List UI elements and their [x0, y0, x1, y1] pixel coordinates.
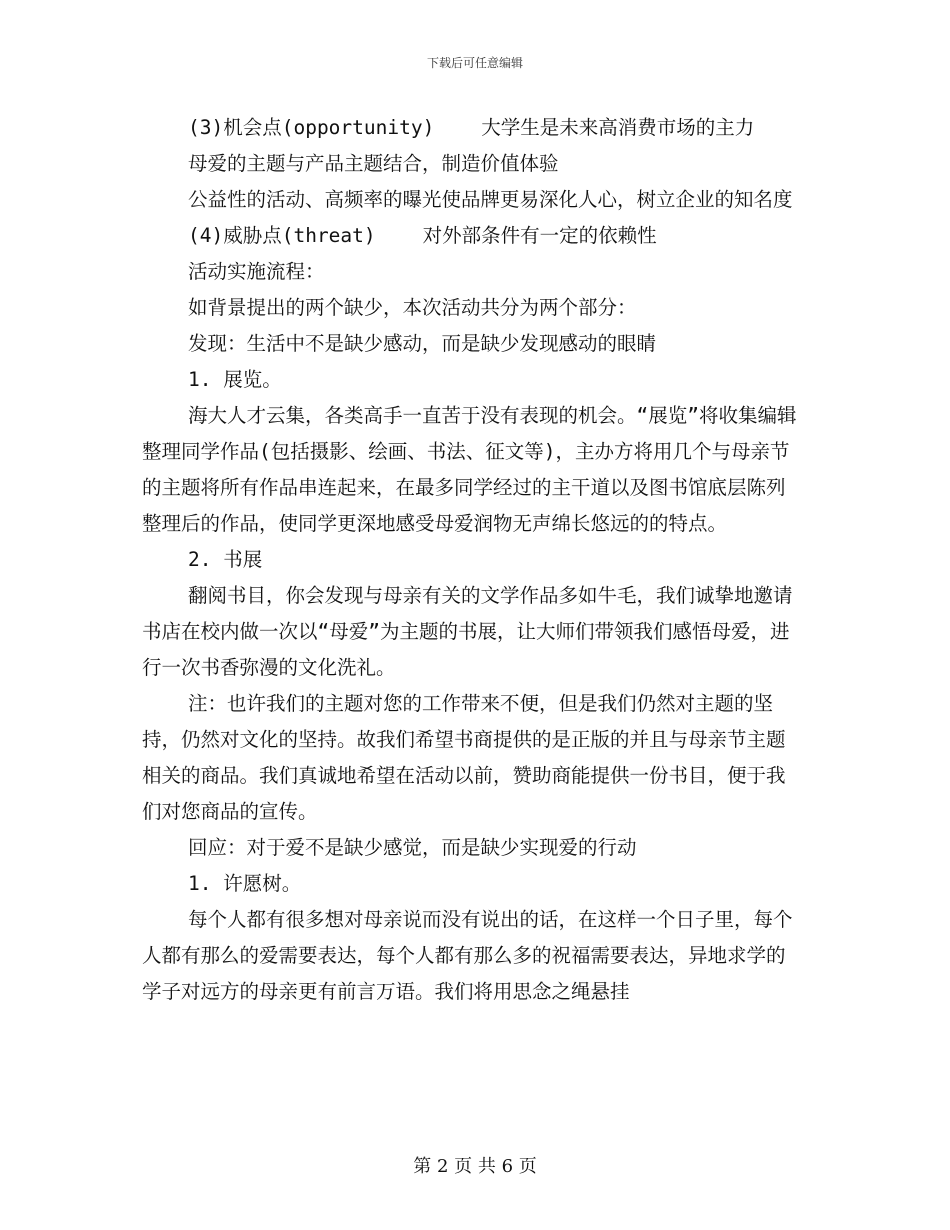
paragraph-note: 注：也许我们的主题对您的工作带来不便，但是我们仍然对主题的坚持，仍然对文化的坚持。故我们希望书商提供的是正版的并且与母亲节主题相关的商品。我们真诚地希望在活动以前，赞助商能提供一份书目，便于我们对您商品的宣传。 [142, 692, 786, 823]
paragraph-opportunity: (3)机会点(opportunity) 大学生是未来高消费市场的主力 [188, 116, 755, 139]
paragraph-book-fair-body: 翻阅书目，你会发现与母亲有关的文学作品多如牛毛，我们诚挚地邀请书店在校内做一次以“母爱”为主题的书展，让大师们带领我们感悟母爱，进行一次书香弥漫的文化洗礼。 [142, 584, 793, 679]
paragraph-process-heading: 活动实施流程： [188, 260, 325, 283]
page-footer: 第 2 页 共 6 页 [413, 1156, 537, 1177]
paragraph-book-fair-heading: 2. 书展 [188, 548, 263, 571]
page-header: 下载后可任意编辑 [426, 56, 523, 70]
paragraph-wish-tree-body: 每个人都有很多想对母亲说而没有说出的话，在这样一个日子里，每个人都有那么的爱需要表达，每个人都有那么多的祝福需要表达，异地求学的学子对远方的母亲更有前言万语。我们将用思念之绳悬挂 [142, 908, 793, 1003]
paragraph-two-parts: 如背景提出的两个缺少，本次活动共分为两个部分： [188, 296, 637, 319]
paragraph-exhibition-heading: 1. 展览。 [188, 368, 282, 391]
paragraph-brand-awareness: 公益性的活动、高频率的曝光使品牌更易深化人心，树立企业的知名度 [188, 188, 793, 211]
paragraph-respond: 回应：对于爱不是缺少感觉，而是缺少实现爱的行动 [188, 836, 637, 859]
paragraph-threat: (4)威胁点(threat) 对外部条件有一定的依赖性 [188, 224, 657, 247]
paragraph-wish-tree-heading: 1. 许愿树。 [188, 872, 302, 895]
paragraph-exhibition-body: 海大人才云集，各类高手一直苦于没有表现的机会。“展览”将收集编辑整理同学作品(包括摄影、绘画、书法、征文等)，主办方将用几个与母亲节的主题将所有作品串连起来，在最多同学经过的主干道以及图书馆底层陈列整理后的作品，使同学更深地感受母爱润物无声绵长悠远的的特点。 [142, 404, 797, 535]
paragraph-value-experience: 母爱的主题与产品主题结合，制造价值体验 [188, 152, 559, 175]
document-body [142, 110, 802, 1010]
paragraph-discover: 发现：生活中不是缺少感动，而是缺少发现感动的眼睛 [188, 332, 657, 355]
